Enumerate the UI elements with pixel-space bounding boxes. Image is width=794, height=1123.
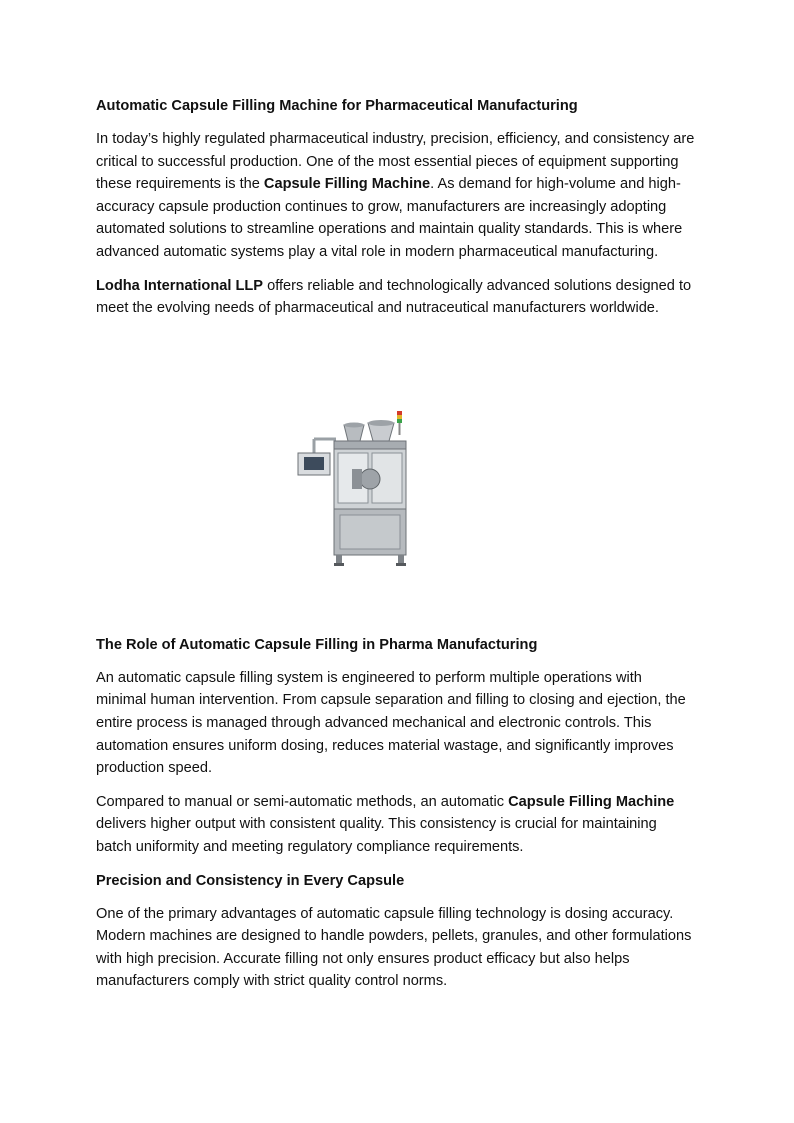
- role-paragraph: An automatic capsule filling system is engineered to perform multiple operations with minimal human intervention. From capsule separation and filling to closing and ejection, the entire process is managed through advanced mechanical and electronic controls. This automation ensures uniform dosing, reduces material wastage, and significantly improves production speed.: [96, 669, 686, 777]
- machine-figure: [96, 331, 696, 621]
- role-section: [96, 634, 696, 993]
- company-text: offers reliable and technologically advanced solutions designed to meet the evolving needs of pharmaceutical and nutraceutical manufacturers worldwide.: [96, 277, 692, 317]
- main-heading: Automatic Capsule Filling Machine for Pharmaceutical Manufacturing: [96, 98, 578, 114]
- company-name: Lodha International LLP: [96, 277, 264, 294]
- compare-paragraph: [96, 791, 696, 859]
- company-paragraph: [96, 275, 696, 320]
- intro-bold-term: Capsule Filling Machine: [263, 176, 431, 193]
- compare-text-2: delivers higher output with consistent quality. This consistency is crucial for maintaining batch uniformity and meeting regulatory compliance requirements.: [96, 816, 657, 855]
- precision-paragraph: One of the primary advantages of automatic capsule filling technology is dosing accuracy. Modern machines are designed to handle powders, pellets, granules, and other formulations with high precision. Accurate filling not only ensures product efficacy but also helps manufacturers comply with strict quality control norms.: [96, 905, 692, 990]
- compare-bold-term: Capsule Filling Machine: [508, 793, 675, 810]
- section-heading-role: The Role of Automatic Capsule Filling in Pharma Manufacturing: [96, 636, 538, 653]
- capsule-machine-image: [294, 411, 414, 566]
- section-heading-precision: Precision and Consistency in Every Capsule: [96, 872, 405, 889]
- document-page: [96, 95, 696, 1004]
- compare-text-1: Compared to manual or semi-automatic methods, an automatic: [96, 793, 509, 810]
- intro-text-2: . As demand for high-volume and high-accuracy capsule production continues to grow, manufacturers are increasingly adopting automated solutions to streamline operations and maintain quality standards. This is where advanced automatic systems play a vital role in modern pharmaceutical manufacturing.: [96, 176, 683, 260]
- intro-paragraph: [96, 128, 696, 264]
- intro-text-1: In today’s highly regulated pharmaceutical industry, precision, efficiency, and consistency are critical to successful production. One of the most essential pieces of equipment supporting these requirements is the: [96, 131, 695, 193]
